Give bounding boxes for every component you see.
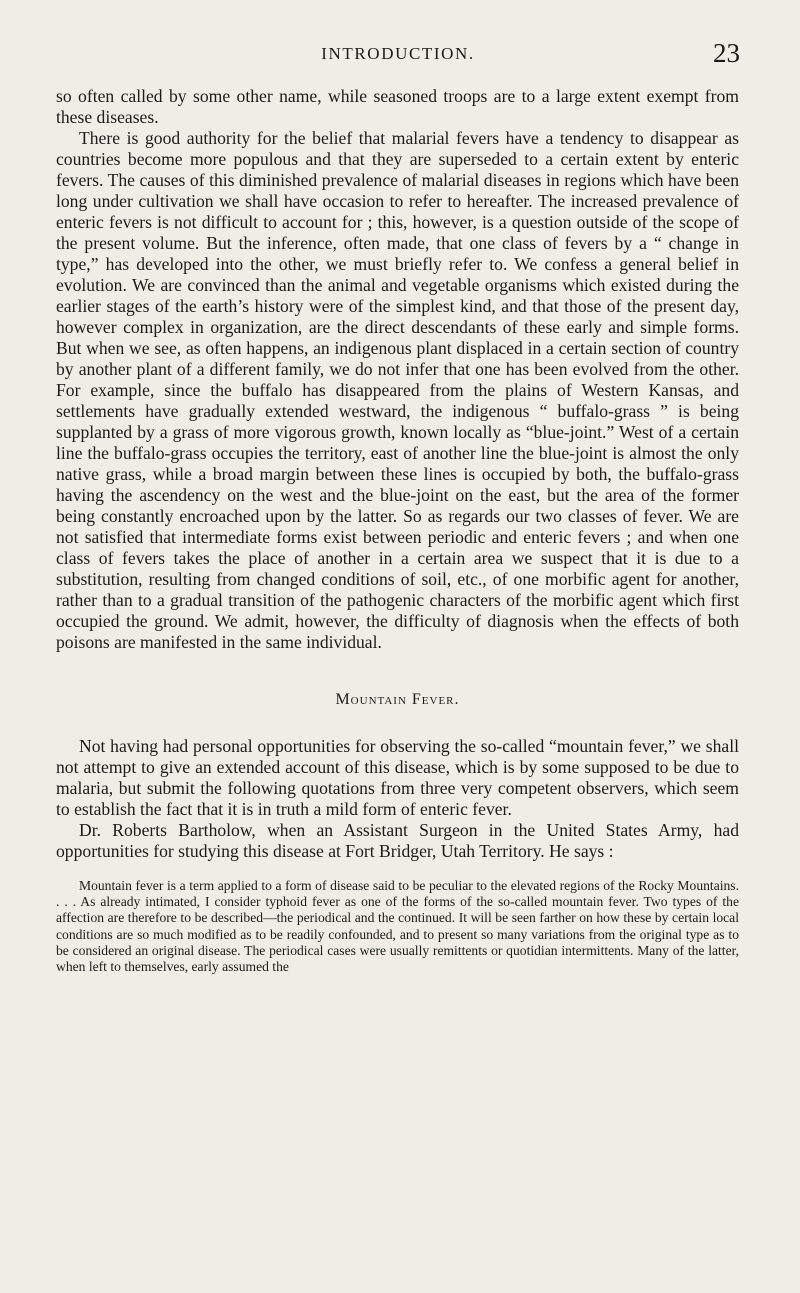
block-quote <box>56 878 739 975</box>
page-number: 23 <box>713 38 740 68</box>
running-head <box>56 38 740 74</box>
section-heading: Mountain Fever. <box>335 691 460 708</box>
paragraph-malarial-fevers: There is good authority for the belief that malarial fevers have a tendency to disappear as countries become more populous and that they are superseded to a certain extent by enteric fevers. The causes of this diminished prevalence of malarial diseases in regions which have been long under cultivation we shall have occasion to refer to hereafter. The increased prevalence of enteric fevers is not difficult to account for ; this, however, is a question outside of the scope of the present volume. But the inference, often made, that one class of fevers by a “ change in type,” has developed into the other, we must briefly refer to. We confess a general belief in evolution. We are convinced than the animal and vegetable organisms which existed during the earlier stages of the earth’s history were of the simplest kind, and that those of the present day, however complex in organization, are the direct descendants of these early and simple forms. But when we see, as often happens, an indigenous plant displaced in a certain section of country by another plant of a different family, we do not infer that one has been evolved from the other. For example, since the buffalo has disappeared from the plains of Western Kansas, and settlements have gradually extended westward, the indigenous “ buffalo-grass ” is being supplanted by a grass of more vigorous growth, known locally as “blue-joint.” West of a certain line the buffalo-grass occupies the territory, east of another line the blue-joint is almost the only native grass, while a broad margin between these lines is occupied by both, the buffalo-grass having the ascendency on the west and the blue-joint on the east, but the area of the former being constantly encroached upon by the latter. So as regards our two classes of fever. We are not satisfied that intermediate forms exist between periodic and enteric fevers ; and when one class of fevers takes the place of another in a certain area we suspect that it is due to a substitution, resulting from changed conditions of soil, etc., of one morbific agent for another, rather than to a gradual transition of the pathogenic characters of the morbific agent which first occupied the ground. We admit, however, the difficulty of diagnosis when the effects of both poisons are manifested in the same individual. <box>56 128 739 652</box>
running-title: INTRODUCTION. <box>321 44 475 63</box>
paragraph-continuation: so often called by some other name, while seasoned troops are to a large extent exempt from these diseases. <box>56 86 739 127</box>
paragraph-bartholow: Dr. Roberts Bartholow, when an Assistant Surgeon in the United States Army, had opportunities for studying this disease at Fort Bridger, Utah Territory. He says : <box>56 820 739 861</box>
body-text <box>56 86 739 975</box>
quote-text: Mountain fever is a term applied to a form of disease said to be peculiar to the elevated regions of the Rocky Mountains. . . . As already intimated, I consider typhoid fever as one of the forms of the so-called mountain fever. Two types of the affection are therefore to be described—the periodical and the continued. It will be seen farther on how these by certain local conditions are so much modified as to be readily confounded, and to present so many variations from the original type as to be considered an original disease. The periodical cases were usually remittents or quotidian intermittents. Many of the latter, when left to themselves, early assumed the <box>56 878 739 975</box>
paragraph-mountain-fever-intro: Not having had personal opportunities for observing the so-called “mountain fever,” we shall not attempt to give an extended account of this disease, which is by some supposed to be due to malaria, but submit the following quotations from three very competent observers, which seem to establish the fact that it is in truth a mild form of enteric fever. <box>56 736 739 819</box>
